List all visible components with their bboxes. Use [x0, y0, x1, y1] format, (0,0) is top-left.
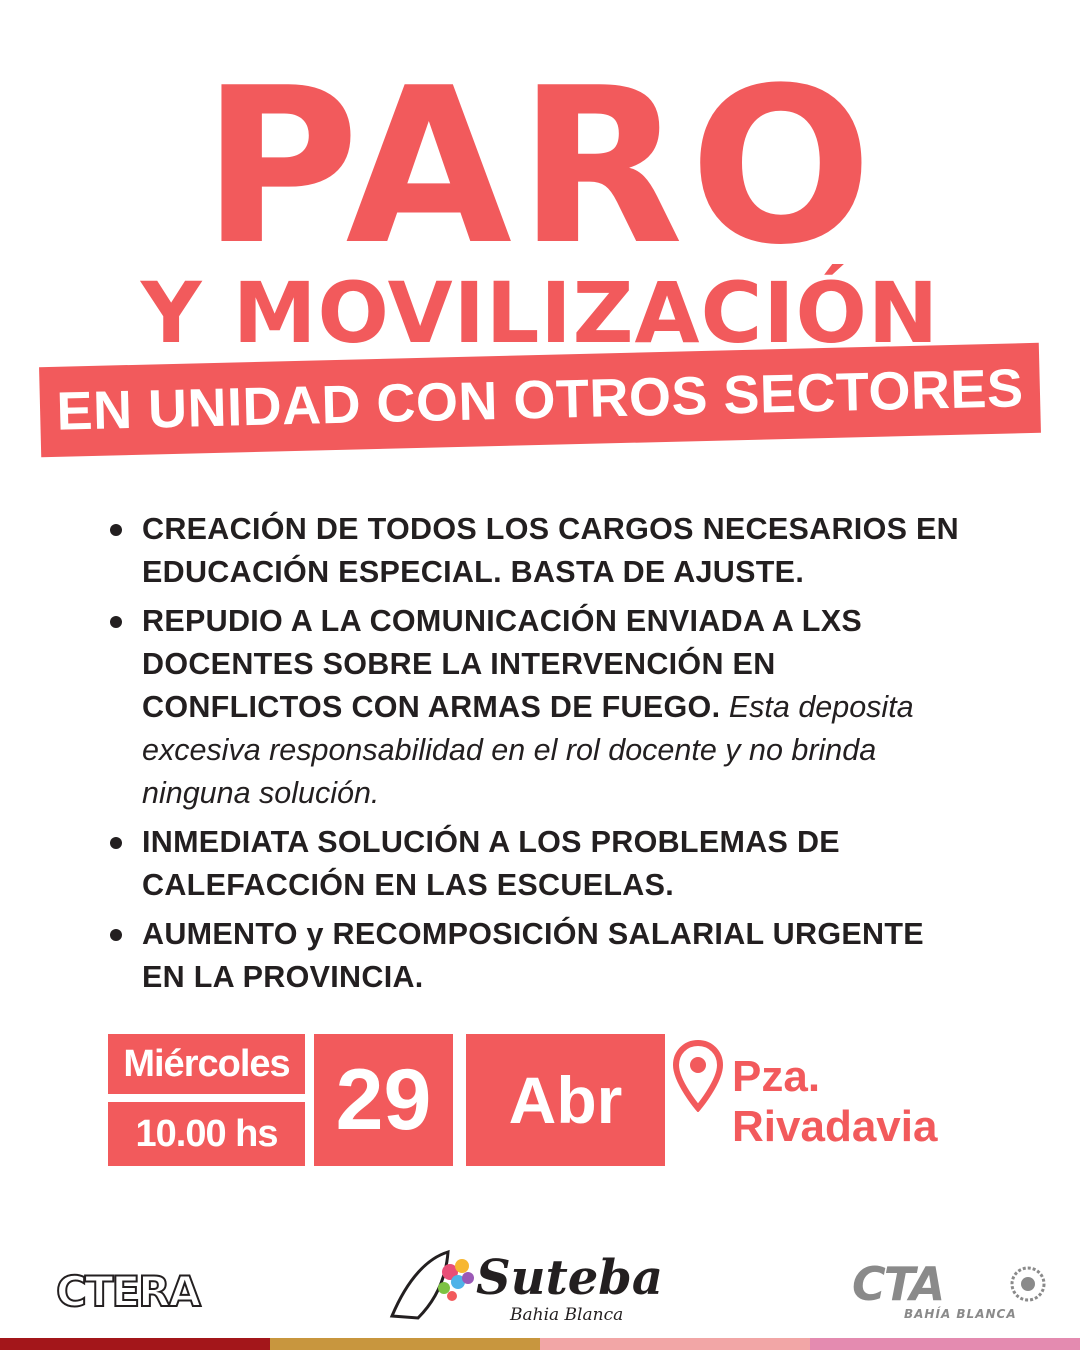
stripe-4 — [810, 1338, 1080, 1350]
event-place-line2: Rivadavia — [732, 1102, 938, 1151]
demand-bold-text: CREACIÓN DE TODOS LOS CARGOS NECESARIOS EN EDUCACIÓN ESPECIAL. BASTA DE AJUSTE. — [142, 512, 959, 589]
cta-logo-text: CTA — [852, 1262, 944, 1311]
unity-banner-text: EN UNIDAD CON OTROS SECTORES — [55, 358, 1025, 442]
stripe-1 — [0, 1338, 270, 1350]
demand-bold-text: AUMENTO y RECOMPOSICIÓN SALARIAL URGENTE EN LA PROVINCIA. — [142, 917, 924, 994]
headline-paro: PARO — [201, 41, 879, 292]
event-time: 10.00 hs — [108, 1102, 305, 1166]
stripe-3 — [540, 1338, 810, 1350]
demand-item — [110, 821, 970, 907]
suteba-logo-subtext: Bahia Blanca — [510, 1305, 624, 1325]
event-place — [732, 1052, 937, 1152]
bullet-dot-icon — [110, 616, 122, 628]
color-stripes — [0, 1338, 1080, 1350]
ctera-logo-text: CTERA — [56, 1267, 200, 1314]
event-month: Abr — [466, 1034, 665, 1166]
event-place-line1: Pza. — [732, 1052, 821, 1101]
suteba-logo — [388, 1238, 668, 1328]
demand-italic-text: Esta deposita excesiva responsabilidad en el rol docente y no brinda ninguna solución. — [142, 690, 914, 810]
demand-item — [110, 913, 970, 999]
headline-movilizacion: Y MOVILIZACIÓN — [140, 264, 940, 362]
bullet-dot-icon — [110, 929, 122, 941]
location-pin-icon — [672, 1040, 724, 1112]
cta-logo — [852, 1262, 1052, 1322]
demand-bold-text: INMEDIATA SOLUCIÓN A LOS PROBLEMAS DE CALEFACCIÓN EN LAS ESCUELAS. — [142, 825, 840, 902]
stripe-2 — [270, 1338, 540, 1350]
suteba-logo-text: Suteba — [476, 1250, 663, 1306]
event-weekday: Miércoles — [108, 1034, 305, 1094]
demand-item — [110, 600, 970, 815]
bullet-dot-icon — [110, 837, 122, 849]
cta-logo-subtext: BAHÍA BLANCA — [904, 1307, 1017, 1321]
bullet-dot-icon — [110, 524, 122, 536]
demand-item — [110, 508, 970, 594]
event-day: 29 — [314, 1034, 453, 1166]
demand-bold-text: REPUDIO A LA COMUNICACIÓN ENVIADA A LXS DOCENTES SOBRE LA INTERVENCIÓN EN CONFLICTOS CON ARMAS DE FUEGO. — [142, 604, 862, 724]
ctera-logo — [56, 1266, 216, 1314]
demands-list — [110, 508, 970, 1005]
